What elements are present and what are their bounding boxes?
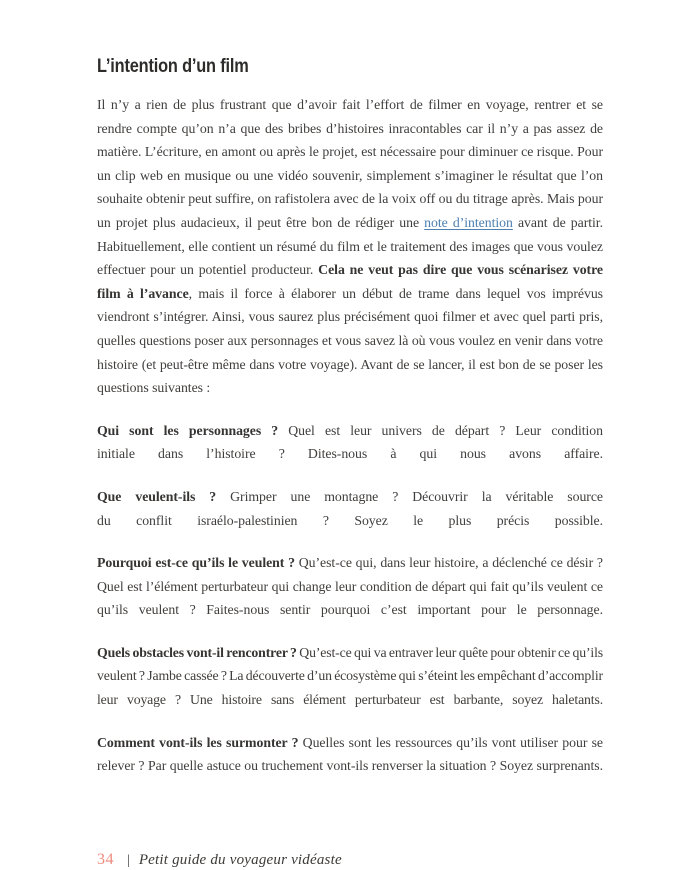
note-dintention-link[interactable]: note d’intention [424,214,513,230]
text-run: Quelles sont les ressources qu’ils vont utiliser pour se relever ? Par quelle astuce ou truchement vont-ils renverser la situation ? Soyez surprenants. [97,734,603,774]
bold-text-run: Cela ne veut pas dire que vous scénarisez votre film à l’avance [97,262,603,301]
paragraph-question-personnages [97,419,603,466]
text-run: Il n’y a rien de plus frustrant que d’avoir fait l’effort de filmer en voyage, rentrer et se rendre compte qu’on n’a que des bribes d’histoires inracontables car il n’y a pas assez de matière. L’écriture, en amont ou après le projet, est nécessaire pour diminuer ce risque. Pour un clip web en musique ou une vidéo souvenir, simplement s’imaginer le résultat que l’on souhaite obtenir peut suffire, on rafistolera avec de la voix off ou du titrage après. Mais pour un projet plus audacieux, il peut être bon de rédiger une [97,97,603,230]
paragraph-question-pourquoi [97,551,603,622]
text-run: Quel est leur univers de départ ? Leur condition initiale dans l’histoire ? Dites-nous à qui nous avons affaire. [97,422,603,462]
bold-text-run: Qui sont les personnages ? [97,422,279,438]
text-run: avant de partir. Habituellement, elle contient un résumé du film et le traitement des images que vous voulez effectuer pour un potentiel producteur. [97,214,603,278]
body-text [97,93,603,778]
bold-text-run: Quels obstacles vont-il rencontrer ? [97,644,297,660]
bold-text-run: Pourquoi est-ce qu’ils le veulent ? [97,555,295,571]
bold-text-run: Que veulent-ils ? [97,488,217,504]
footer-separator: | [127,853,130,868]
paragraph-question-surmonter [97,731,603,778]
text-run: Qu’est-ce qui va entraver leur quête pour obtenir ce qu’ils veulent ? Jambe cassée ? La découverte d’un écosystème qui s’éteint les empêchant d’accomplir leur voyage ? Une histoire sans élément perturbateur est barbante, soyez haletants. [97,644,603,708]
page-content [97,56,603,797]
page-number: 34 [97,851,114,868]
bold-text-run: Comment vont-ils les surmonter ? [97,734,299,750]
text-run: Qu’est-ce qui, dans leur histoire, a déclenché ce désir ? Quel est l’élément perturbateur qui change leur condition de départ qui fait qu’ils veulent ce qu’ils veulent ? Faites-nous sentir pourquoi c’est important pour le personnage. [97,555,603,618]
page-footer [97,851,342,869]
paragraph-question-veulent [97,485,603,532]
page-title: L’intention d’un film [97,56,249,77]
book-title: Petit guide du voyageur vidéaste [138,852,342,868]
text-run: , mais il force à élaborer un début de trame dans lequel vos imprévus viendront s’intégrer. Ainsi, vous saurez plus précisément quoi filmer et avec quel parti pris, quelles questions poser aux personnages et vous savez là où vous voulez en venir dans votre histoire (et peut-être même dans votre voyage). Avant de se lancer, il est bon de se poser les questions suivantes : [97,285,603,396]
text-run: Grimper une montagne ? Découvrir la véritable source du conflit israélo-palestinien ? Soyez le plus précis possible. [97,488,603,528]
paragraph-intro [97,93,603,400]
paragraph-question-obstacles [97,641,603,712]
